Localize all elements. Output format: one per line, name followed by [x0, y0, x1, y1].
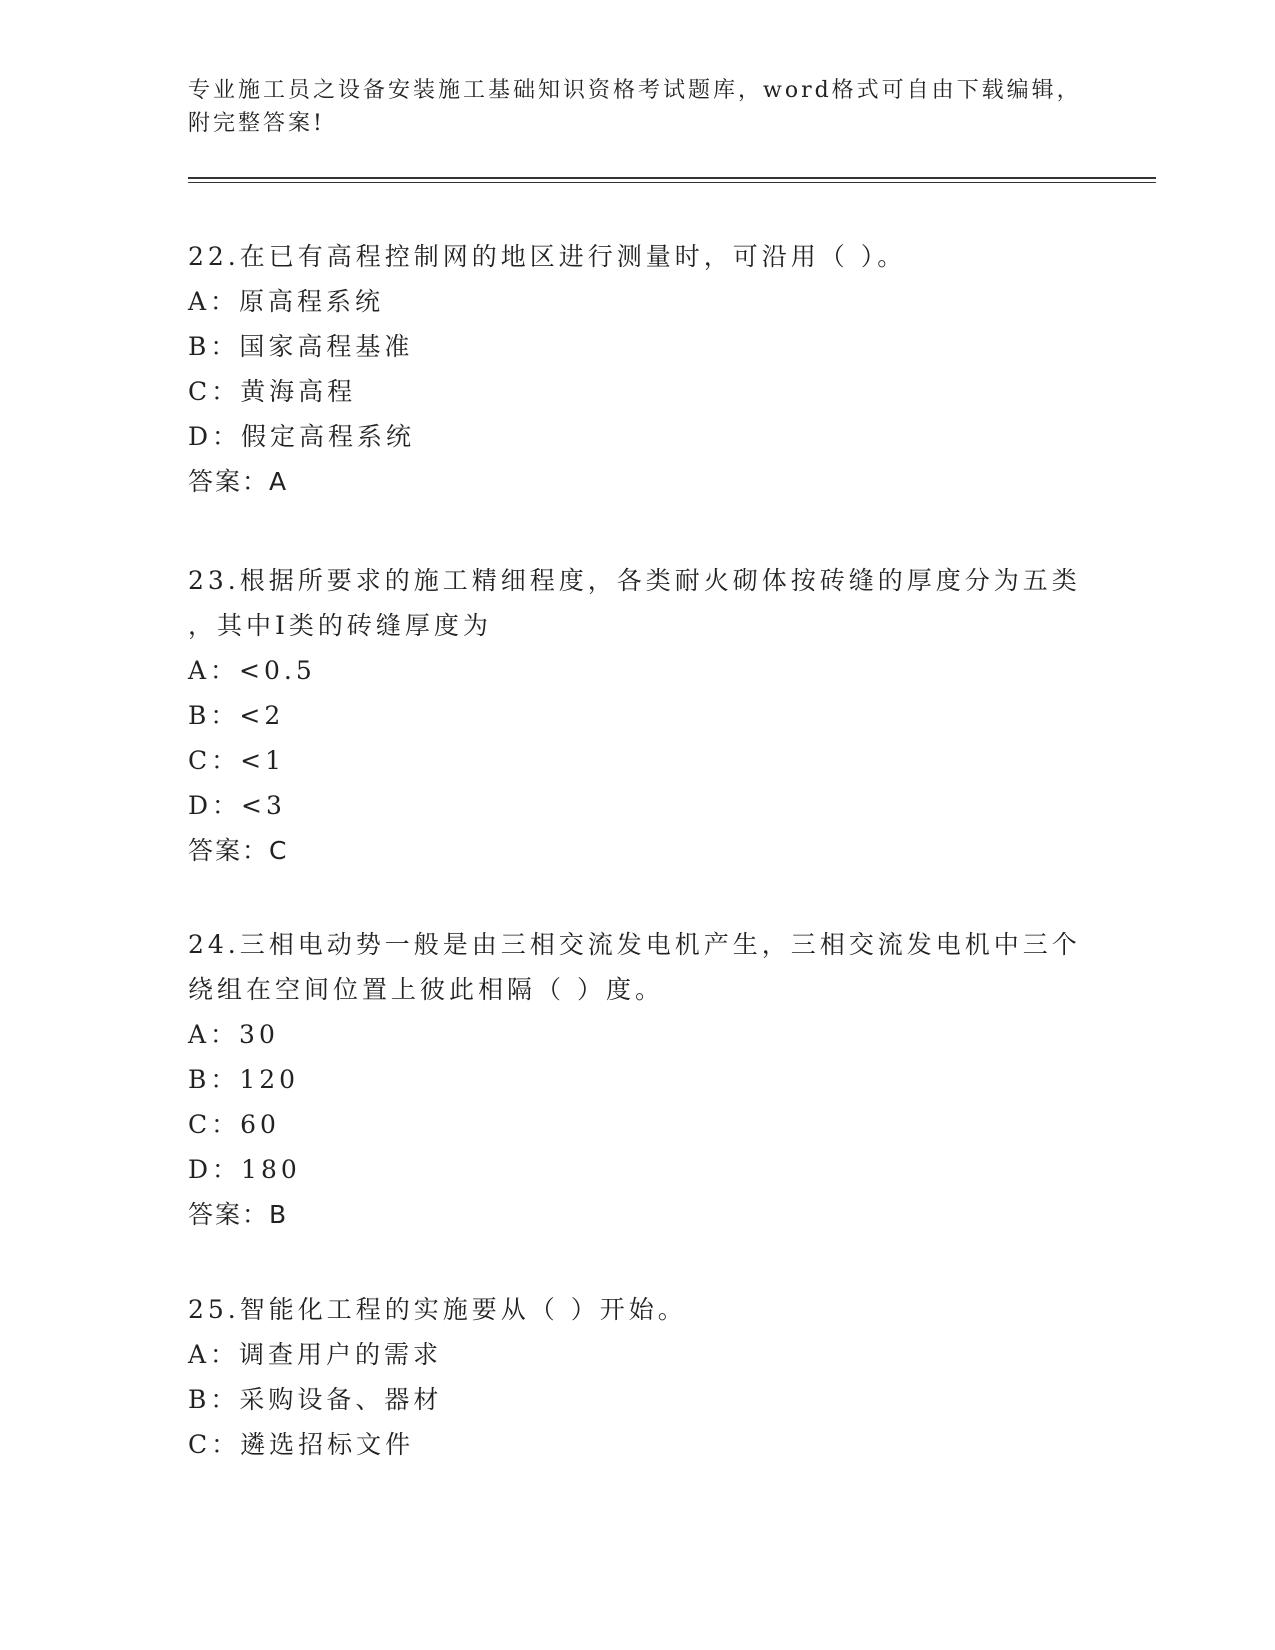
question-stem-line-2: 绕组在空间位置上彼此相隔（ ）度。	[188, 975, 664, 1004]
option-b: B：120	[188, 1065, 300, 1094]
option-d: D：假定高程系统	[188, 422, 416, 451]
option-b: B：<2	[188, 701, 285, 730]
question-25	[188, 1287, 1088, 1467]
option-d: D：<3	[188, 791, 286, 820]
header-line-1: 专业施工员之设备安装施工基础知识资格考试题库，word格式可自由下载编辑，	[188, 78, 1082, 103]
question-23	[188, 558, 1088, 873]
option-a: A：<0.5	[188, 656, 316, 685]
question-22	[188, 234, 1088, 504]
option-c: C：黄海高程	[188, 377, 357, 406]
option-c: C：60	[188, 1110, 280, 1139]
option-c: C：遴选招标文件	[188, 1430, 415, 1459]
option-c: C：<1	[188, 746, 285, 775]
question-stem-line-1: 23.根据所要求的施工精细程度，各类耐火砌体按砖缝的厚度分为五类	[188, 566, 1081, 595]
header-line-2: 附完整答案!	[188, 111, 325, 136]
option-a: A：调查用户的需求	[188, 1340, 443, 1369]
question-stem-line-1: 24.三相电动势一般是由三相交流发电机产生，三相交流发电机中三个	[188, 930, 1081, 959]
question-stem-line-2: ，其中Ⅰ类的砖缝厚度为	[188, 611, 492, 640]
header-divider-bottom	[188, 182, 1156, 183]
option-b: B：国家高程基准	[188, 332, 414, 361]
question-stem: 22.在已有高程控制网的地区进行测量时，可沿用（ ）。	[188, 242, 907, 271]
option-d: D：180	[188, 1155, 301, 1184]
option-a: A：30	[188, 1020, 279, 1049]
answer: 答案：B	[188, 1200, 289, 1229]
question-stem: 25.智能化工程的实施要从（ ）开始。	[188, 1295, 687, 1324]
answer: 答案：C	[188, 836, 289, 865]
header-divider-top	[188, 177, 1156, 179]
answer: 答案：A	[188, 467, 289, 496]
option-b: B：采购设备、器材	[188, 1385, 443, 1414]
question-24	[188, 922, 1088, 1237]
document-header	[188, 74, 1088, 140]
option-a: A：原高程系统	[188, 287, 385, 316]
